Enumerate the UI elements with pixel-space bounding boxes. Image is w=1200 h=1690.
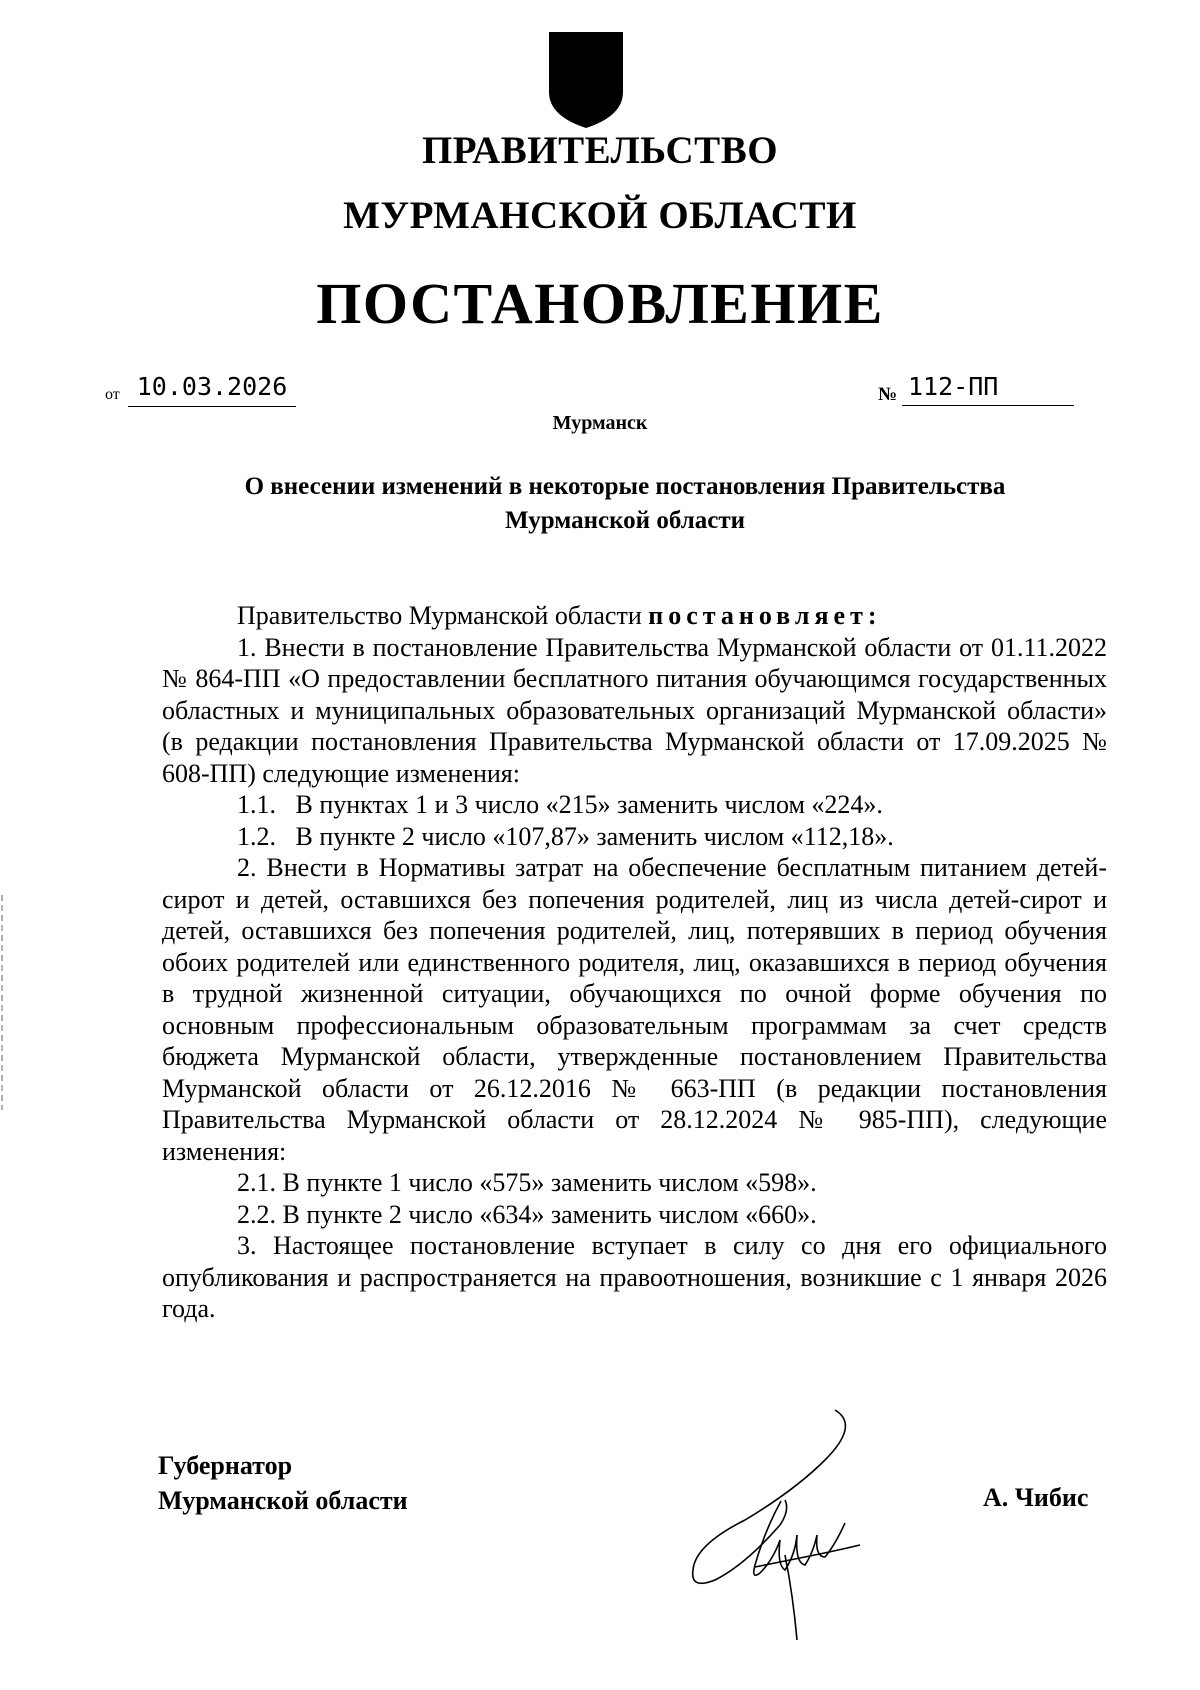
city: Мурманск — [552, 412, 648, 434]
signatory-title — [158, 1448, 408, 1518]
preamble — [162, 600, 1107, 632]
title-line2: Мурманской области — [504, 507, 746, 534]
scan-edge-mark — [0, 895, 4, 1110]
paragraph-1-1: 1.1. В пунктах 1 и 3 число «215» заменить числом «224». — [237, 790, 883, 819]
paragraph-3: 3. Настоящее постановление вступает в силу со дня его официального опубликования и распространяется на правоотношения, возникшие с 1 января 2026 года. — [162, 1231, 1107, 1323]
paragraph-1-2: 1.2. В пункте 2 число «107,87» заменить числом «112,18». — [237, 821, 894, 851]
organization-name-line1: ПРАВИТЕЛЬСТВО — [421, 129, 779, 172]
paragraph-1: 1. Внести в постановление Правительства Мурманской области от 01.11.2022 № 864-ПП «О предоставлении бесплатного питания обучающимся государственных областных и муниципальных образовательных организаций Мурманской области» (в редакции постановления Правительства Мурманской области от 17.09.2025 № 608-ПП) следующие изменения: — [162, 632, 1107, 788]
document-number: 112-ПП — [902, 368, 1074, 406]
paragraph-2: 2. Внести в Нормативы затрат на обеспечение бесплатным питанием детей-сирот и детей, оставшихся без попечения родителей, лиц из числа детей-сирот и детей, оставшихся без попечения родителей, лиц, потерявших в период обучения обоих родителей или единственного родителя, лиц, оказавшихся в период обучения в трудной жизненной ситуации, обучающихся по очной форме обучения по основным профессиональным образовательным программам за счет средств бюджета Мурманской области, утвержденные постановлением Правительства Мурманской области от 26.12.2016 № 663-ПП (в редакции постановления Правительства Мурманской области от 28.12.2024 № 985-ПП), следующие изменения: — [162, 853, 1107, 1166]
signatory-title-line2: Мурманской области — [158, 1486, 408, 1515]
document-date: 10.03.2026 — [128, 368, 296, 407]
document-body — [162, 600, 1107, 1325]
handwritten-signature — [685, 1405, 880, 1645]
date-label: от — [105, 386, 120, 403]
number-label: № — [878, 384, 898, 405]
preamble-text: Правительство Мурманской области — [237, 601, 642, 630]
resolves-word: постановляет: — [648, 601, 882, 630]
paragraph-2-2: 2.2. В пункте 2 число «634» заменить числом «660». — [237, 1199, 817, 1229]
document-title — [150, 470, 1100, 538]
signatory-name: А. Чибис — [983, 1483, 1089, 1512]
title-line1: О внесении изменений в некоторые постановления Правительства — [244, 473, 1006, 500]
signatory-title-line1: Губернатор — [158, 1451, 293, 1480]
paragraph-2-1: 2.1. В пункте 1 число «575» заменить числом «598». — [237, 1168, 817, 1197]
coat-of-arms-icon — [545, 30, 627, 130]
organization-name-line2: МУРМАНСКОЙ ОБЛАСТИ — [343, 194, 857, 237]
document-type: ПОСТАНОВЛЕНИЕ — [316, 271, 884, 336]
